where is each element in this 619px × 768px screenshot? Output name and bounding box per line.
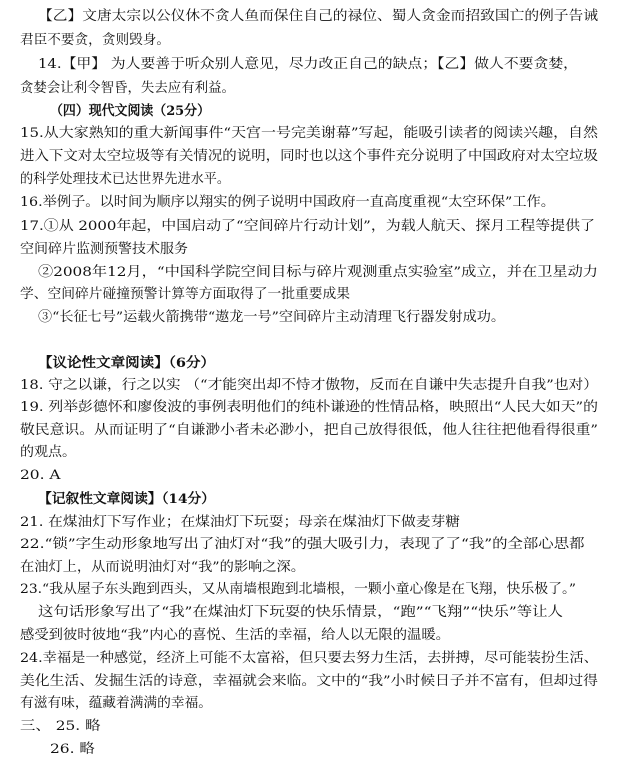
text-line: [0, 441, 619, 465]
text-line: [0, 647, 619, 671]
line-text: 15.从大家熟知的重大新闻事件“天宫一号完美谢幕”写起，能吸引读者的阅读兴趣，自然: [20, 126, 598, 142]
text-line: [0, 215, 619, 239]
text-line: [0, 511, 619, 535]
text-line: [0, 238, 619, 262]
line-text: 美化生活、发掘生活的诗意，幸福就会来临。文中的“我”小时候日子并不富有，但却过得: [20, 673, 598, 689]
line-text: 的观点。: [20, 445, 76, 461]
line-text: 16.举例子。以时间为顺序以翔实的例子说明中国政府一直高度重视“太空环保”工作。: [20, 195, 555, 211]
text-line: [0, 122, 619, 146]
text-line: [0, 261, 619, 285]
line-text: 的科学处理技术已达世界先进水平。: [20, 172, 230, 188]
line-text: 进入下文对太空垃圾等有关情况的说明，同时也以这个事件充分说明了中国政府对太空垃圾: [20, 149, 599, 165]
line-text: 17.①从 2000年起，中国启动了“空间碎片行动计划”，为载人航天、探月工程等提供了: [20, 218, 595, 234]
text-line: [0, 533, 619, 557]
line-text: 三、 25. 略: [20, 719, 101, 735]
line-text: 22.“锁”字生动形象地写出了油灯对“我”的强大吸引力，表现了了“我”的全部心思都: [20, 536, 585, 552]
line-text: 【议论性文章阅读】（6分）: [38, 354, 216, 371]
text-line: [0, 306, 619, 330]
text-line: [0, 670, 619, 694]
line-text: 有滋有味，蕴藏着满满的幸福。: [20, 695, 212, 711]
line-text: 感受到彼时彼地“我”内心的喜悦、生活的幸福，给人以无限的温暖。: [20, 628, 450, 644]
text-line: [0, 464, 619, 488]
line-text: 学、空间碎片碰撞预警计算等方面取得了一批重要成果: [20, 287, 350, 303]
section-heading: [0, 487, 619, 511]
text-line: [0, 29, 619, 53]
line-text: 20. A: [20, 468, 61, 484]
text-line: [0, 601, 619, 625]
line-text: 26. 略: [50, 742, 95, 758]
line-text: 19. 列举彭德怀和廖俊波的事例表明他们的纯朴谦逊的性情品格，映照出“人民大如天”的: [20, 399, 598, 415]
line-text: 贪婪会让利令智昏，失去应有利益。: [20, 80, 235, 96]
line-text: 【乙】文唐太宗以公仪休不贪人鱼而保住自己的禄位、蜀人贪金而招致国亡的例子告诫: [38, 8, 598, 24]
line-text: 14.【甲】 为人要善于听众别人意见，尽力改正自己的缺点；【乙】做人不要贪婪，: [38, 56, 578, 72]
text-line: [0, 396, 619, 420]
text-line: [0, 283, 619, 307]
text-line: [0, 624, 619, 648]
line-text: ③“长征七号”运载火箭携带“遨龙一号”空间碎片主动清理飞行器发射成功。: [38, 310, 505, 326]
text-line: [0, 556, 619, 580]
line-text: 敬民意识。从而证明了“自谦渺小者未必渺小，把自己放得很低，他人往往把他看得很重”: [20, 423, 598, 439]
line-text: 23.“我从屋子东头跑到西头，又从南墙根跑到北墙根，一颗小童心像是在飞翔，快乐极了。”: [20, 582, 576, 598]
line-text: 【记叙性文章阅读】（14分）: [38, 490, 215, 507]
section-heading: [0, 351, 619, 375]
text-line: [0, 738, 619, 762]
text-line: [0, 419, 619, 443]
text-line: [0, 374, 619, 398]
text-line: [0, 5, 619, 29]
line-text: ②2008年12月，“中国科学院空间目标与碎片观测重点实验室”成立，并在卫星动力: [38, 264, 598, 280]
line-text: （四）现代文阅读（25分）: [50, 102, 210, 119]
line-text: 在油灯上，从而说明油灯对“我”的影响之深。: [20, 559, 305, 575]
line-text: 24.幸福是一种感觉，经济上可能不太富裕，但只要去努力生活，去拼搏，尽可能装扮生活、: [20, 650, 598, 666]
text-line: [0, 191, 619, 215]
line-text: 君臣不要贪，贪则毁身。: [20, 32, 170, 48]
text-line: [0, 77, 619, 101]
line-text: 这句话形象写出了“我”在煤油灯下玩耍的快乐情景，“跑”“飞翔”“快乐”等让人: [38, 605, 563, 621]
section-heading: [0, 99, 619, 123]
text-line: [0, 715, 619, 739]
text-line: [0, 168, 619, 192]
line-text: 空间碎片监测预警技术服务: [20, 241, 188, 257]
line-text: 21. 在煤油灯下写作业；在煤油灯下玩耍；母亲在煤油灯下做麦芽糖: [20, 514, 460, 530]
line-text: 18. 守之以谦，行之以实 （“才能突出却不恃才傲物，反而在自谦中失志提升自我”也对）: [20, 377, 598, 393]
text-line: [0, 53, 619, 77]
text-line: [0, 578, 619, 602]
text-line: [0, 145, 619, 169]
text-line: [0, 692, 619, 716]
